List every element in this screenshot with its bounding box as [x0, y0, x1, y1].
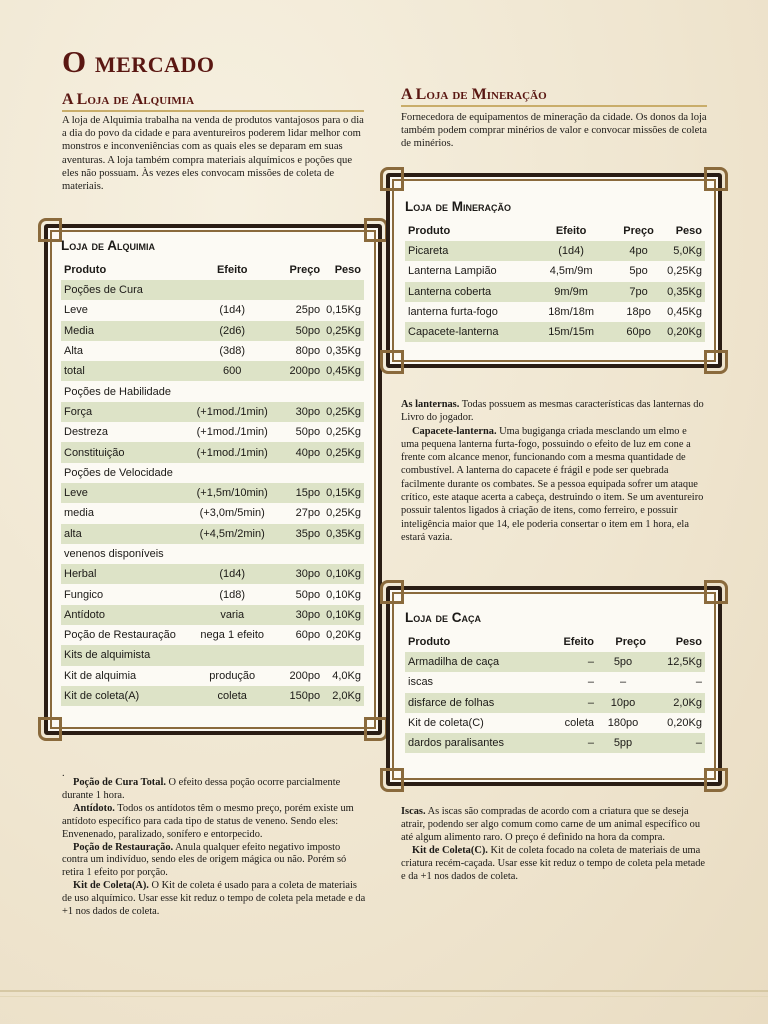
cell-peso: 0,15Kg [323, 483, 364, 503]
table-row [61, 686, 364, 706]
cell-preco: 200po [289, 669, 321, 682]
cell-preco: 50po [281, 321, 323, 341]
cell-peso: – [695, 676, 702, 689]
cell-produto: Capacete-lanterna [405, 322, 529, 342]
cell-preco: 4po [613, 241, 664, 261]
footer-ornament-line [0, 996, 768, 997]
cell-preco: 60po [295, 629, 321, 642]
table-row [405, 693, 705, 713]
cell-peso: 0,20Kg [667, 717, 702, 730]
cell-produto: alta [61, 524, 183, 544]
cell-produto: Constituição [61, 442, 183, 462]
cell-peso: 0,25Kg [667, 265, 702, 278]
cell-preco: 5po [629, 265, 648, 278]
mineracao-table-title: Loja de Mineração [405, 199, 512, 214]
cell-efeito [183, 463, 281, 483]
cell-efeito: (1d4) [219, 304, 246, 317]
note-term: As lanternas. [401, 399, 460, 410]
cell-efeito: (1d4) [529, 241, 613, 261]
alquimia-intro [62, 114, 366, 193]
cell-produto: Lanterna coberta [405, 282, 529, 302]
cell-efeito: (+1mod./1min) [196, 426, 268, 439]
caca-table-title: Loja de Caça [405, 610, 482, 625]
cell-efeito: (+3,0m/5min) [199, 507, 265, 520]
mineracao-notes [401, 398, 707, 544]
col-header-efeito: Efeito [555, 225, 587, 237]
cell-efeito: produção [209, 669, 256, 682]
cell-peso: 2,0Kg [649, 693, 705, 713]
caca-notes [401, 806, 707, 883]
note-term: Iscas. [401, 806, 426, 817]
table-row [61, 645, 364, 665]
cell-peso: – [649, 733, 705, 753]
cell-produto: Picareta [405, 241, 529, 261]
cell-efeito: – [539, 693, 597, 713]
cell-peso: 0,35Kg [326, 345, 361, 358]
cell-efeito: nega 1 efeito [200, 629, 265, 642]
cell-peso [323, 280, 364, 300]
cell-preco: 15po [281, 483, 323, 503]
cell-produto: Leve [64, 304, 88, 317]
alquimia-intro-text: A loja de Alquimia trabalha na venda de produtos vantajosos para o dia a dia do povo da cidade e para aventureiros poderem lidar melhor com monstros e inconveniências com as quais eles se deparam em suas aventuras. A loja também compra materiais alquímicos e poções que eles não possuam. Às vezes eles convocam missões de coleta de materiais. [62, 115, 364, 193]
cell-produto: Força [61, 402, 183, 422]
cell-peso: 0,25Kg [326, 426, 361, 439]
cell-preco: 5pp [597, 733, 649, 753]
cell-efeito: (2d6) [183, 321, 281, 341]
cell-produto: venenos disponíveis [64, 548, 164, 560]
cell-peso: 0,35Kg [664, 282, 705, 302]
footer-ornament [0, 990, 768, 992]
cell-produto: Lanterna Lampião [408, 265, 497, 278]
cell-produto: lanterna furta-fogo [408, 306, 498, 319]
note-capacete-lanterna [401, 425, 707, 545]
mineracao-section-heading: A Loja de Mineração [401, 86, 707, 107]
cell-peso: 0,25Kg [323, 321, 364, 341]
note-text: Uma bugiganga criada mesclando um elmo e uma pequena lanterna furta-fogo, possuindo o efeito de luz em cone a frente com alcance menor, funcionando com a mesma quantidade de combustível. A lanterna do capacete é frágil e pode ser quebrada facilmente durante os combates. Se a pessoa equipada sofrer um ataque crítico, este ataque acerta a cabeça, destruindo o item. Se um aventureiro possuir talentos ligados à criação de itens, como ferreiro, e possuir inteligência maior que 14, ele poderia consertar o item em 1 hora, ela estará vazia. [401, 425, 704, 543]
cell-produto: total [61, 361, 183, 381]
cell-peso: 0,45Kg [323, 361, 364, 381]
note-kit-coleta-a [62, 880, 366, 919]
cell-peso: 0,15Kg [326, 304, 361, 317]
mineracao-table [405, 221, 705, 342]
cell-efeito: (1d8) [219, 588, 246, 601]
cell-preco [281, 381, 323, 401]
cell-peso: 0,35Kg [323, 524, 364, 544]
cell-produto: Media [61, 321, 183, 341]
cell-efeito: 600 [183, 361, 281, 381]
col-header-efeito: Efeito [563, 636, 594, 648]
cell-peso [323, 381, 364, 401]
cell-efeito [183, 280, 281, 300]
alquimia-notes [62, 770, 366, 919]
alquimia-table-box [44, 224, 382, 735]
cell-preco: 35po [281, 524, 323, 544]
cell-produto: Kit de coleta(C) [408, 717, 484, 730]
cell-preco: 80po [295, 345, 321, 358]
note-term: Poção de Cura Total. [73, 777, 166, 788]
cell-produto: media [64, 507, 94, 520]
note-iscas [401, 806, 707, 845]
cell-peso: 12,5Kg [649, 652, 705, 672]
cell-peso: 2,0Kg [323, 686, 364, 706]
note-text: Todas possuem as mesmas características das lanternas do Livro do jogador. [401, 399, 704, 424]
table-row [405, 261, 705, 281]
table-row [61, 503, 364, 523]
cell-preco: 50po [295, 588, 321, 601]
note-kit-coleta-c [401, 845, 707, 884]
cell-produto: Herbal [61, 564, 183, 584]
table-row [405, 672, 705, 692]
table-row [405, 302, 705, 322]
page-title: O mercado [62, 44, 215, 79]
cell-produto: Alta [64, 345, 83, 358]
table-row [61, 361, 364, 381]
cell-preco [281, 544, 323, 564]
cell-peso: 0,10Kg [323, 564, 364, 584]
cell-efeito: 18m/18m [548, 306, 595, 319]
cell-peso: 0,25Kg [323, 442, 364, 462]
cell-produto: Destreza [64, 426, 109, 439]
note-text: As iscas são compradas de acordo com a criatura que se deseja atrair, podendo ser algo comum como carne de um animal específico ou até algum alimento raro. O preço é definido na hora da compra. [401, 806, 701, 843]
cell-produto: dardos paralisantes [405, 733, 539, 753]
cell-efeito: coleta [183, 686, 281, 706]
notes-dot: . [62, 768, 65, 779]
cell-peso: 4,0Kg [332, 669, 361, 682]
table-row [61, 625, 364, 645]
table-row [61, 280, 364, 300]
cell-peso [323, 645, 364, 665]
cell-peso: 0,45Kg [667, 306, 702, 319]
caca-table [405, 632, 705, 753]
cell-peso: 0,25Kg [326, 507, 361, 520]
cell-preco [281, 463, 323, 483]
cell-peso: 0,20Kg [326, 629, 361, 642]
cell-preco: 18po [626, 306, 651, 319]
cell-preco [281, 645, 323, 665]
cell-preco: – [619, 676, 627, 689]
cell-peso [323, 463, 364, 483]
cell-efeito: – [539, 652, 597, 672]
col-header-produto: Produto [64, 264, 107, 276]
cell-efeito: – [539, 733, 597, 753]
table-row [405, 713, 705, 733]
table-row [61, 544, 364, 564]
cell-preco: 30po [281, 605, 323, 625]
note-text: Todos os antídotos têm o mesmo preço, porém existe um antídoto específico para cada tipo de status de veneno. Sendo eles: Envenenado, paralizado, sonífero e entorpecido. [62, 802, 354, 840]
cell-preco: 5po [597, 652, 649, 672]
note-text: O efeito dessa poção ocorre parcialmente durante 1 hora. [62, 777, 341, 801]
note-text: Anula qualquer efeito negativo imposto contra um indivíduo, sendo eles de origem mágica ou não. Porém só retira 1 efeito por porção. [62, 841, 347, 879]
cell-produto: Poção de Restauração [64, 629, 176, 642]
note-term: Kit de Coleta(A). [73, 880, 149, 892]
table-row [61, 483, 364, 503]
note-text: Kit de coleta focado na coleta de materiais de uma criatura recém-caçada. Usar esse kit reduz o tempo de coleta pela metade e da +1 nos dados de coleta. [401, 844, 706, 882]
cell-efeito: 4,5m/9m [549, 265, 593, 278]
cell-efeito: 15m/15m [529, 322, 613, 342]
cell-efeito [183, 544, 281, 564]
cell-peso: 0,25Kg [323, 402, 364, 422]
cell-produto: Leve [61, 483, 183, 503]
cell-preco: 30po [281, 564, 323, 584]
col-header-preco: Preço [623, 225, 654, 237]
table-row [61, 666, 364, 686]
note-term: Capacete-lanterna. [412, 425, 497, 437]
cell-produto: Poções de Velocidade [64, 466, 173, 479]
cell-preco [281, 280, 323, 300]
col-header-peso: Peso [334, 264, 361, 276]
col-header-preco: Preço [615, 636, 646, 648]
cell-preco: 10po [597, 693, 649, 713]
alquimia-table-title: Loja de Alquimia [61, 238, 155, 253]
note-restauracao [62, 842, 366, 881]
mineracao-intro [401, 111, 707, 151]
mineracao-table-box [386, 173, 722, 368]
cell-produto: Kit de alquimia [64, 669, 137, 682]
table-row [405, 241, 705, 261]
table-row [61, 381, 364, 401]
cell-preco: 25po [295, 304, 321, 317]
cell-preco: 30po [281, 402, 323, 422]
note-text: O Kit de coleta é usado para a coleta de materiais de uso alquímico. Usar esse kit reduz o tempo de coleta pela metade e da +1 nos dados de coleta. [62, 880, 366, 918]
cell-produto: Poções de Cura [61, 280, 183, 300]
table-row [405, 282, 705, 302]
table-row [61, 564, 364, 584]
cell-efeito: (3d8) [219, 345, 246, 358]
note-term: Poção de Restauração. [73, 841, 174, 853]
cell-peso: 5,0Kg [664, 241, 705, 261]
table-row [61, 321, 364, 341]
cell-preco: 50po [295, 426, 321, 439]
cell-efeito: (+4,5m/2min) [183, 524, 281, 544]
cell-preco: 180po [607, 717, 639, 730]
table-row [61, 524, 364, 544]
note-lanternas [401, 398, 707, 425]
table-row [61, 300, 364, 320]
col-header-peso: Peso [675, 636, 702, 648]
table-row [61, 442, 364, 462]
cell-efeito: coleta [564, 717, 594, 730]
table-row [61, 402, 364, 422]
table-row [61, 605, 364, 625]
cell-produto: disfarce de folhas [405, 693, 539, 713]
mineracao-intro-text: Fornecedora de equipamentos de mineração da cidade. Os donos da loja também podem comprar minérios de valor e convocar missões de coleta de minérios. [401, 112, 707, 150]
note-antidoto [62, 803, 366, 842]
cell-peso: 0,10Kg [326, 588, 361, 601]
cell-produto: Kit de coleta(A) [61, 686, 183, 706]
note-term: Antídoto. [73, 802, 115, 814]
caca-table-box [386, 586, 722, 786]
cell-efeito: – [587, 676, 594, 689]
alquimia-table [61, 260, 364, 706]
table-row [61, 584, 364, 604]
cell-efeito: (1d4) [183, 564, 281, 584]
col-header-preco: Preço [289, 264, 321, 276]
cell-preco: 60po [613, 322, 664, 342]
col-header-peso: Peso [675, 225, 702, 237]
cell-peso: 0,10Kg [323, 605, 364, 625]
cell-peso: 0,20Kg [664, 322, 705, 342]
col-header-produto: Produto [408, 636, 451, 648]
note-term: Kit de Coleta(C). [412, 844, 488, 856]
cell-efeito: 9m/9m [529, 282, 613, 302]
col-header-efeito: Efeito [216, 264, 248, 276]
cell-preco: 40po [281, 442, 323, 462]
table-row [61, 341, 364, 361]
table-row [405, 652, 705, 672]
table-row [61, 422, 364, 442]
cell-efeito [183, 381, 281, 401]
cell-produto: Kits de alquimista [61, 645, 183, 665]
table-row [61, 463, 364, 483]
cell-efeito: (+1,5m/10min) [183, 483, 281, 503]
cell-peso [323, 544, 364, 564]
cell-produto: Armadilha de caça [405, 652, 539, 672]
note-cura-total [62, 777, 366, 803]
cell-preco: 7po [613, 282, 664, 302]
cell-produto: Fungico [64, 588, 104, 601]
col-header-produto: Produto [408, 225, 451, 237]
cell-produto: iscas [408, 676, 434, 689]
table-row [405, 322, 705, 342]
table-row [405, 733, 705, 753]
cell-produto: Antídoto [61, 605, 183, 625]
cell-efeito: (+1mod./1min) [183, 442, 281, 462]
cell-efeito [183, 645, 281, 665]
alquimia-section-heading: A Loja de Alquimia [62, 91, 364, 112]
cell-produto: Poções de Habilidade [64, 385, 172, 398]
cell-efeito: varia [183, 605, 281, 625]
cell-efeito: (+1mod./1min) [183, 402, 281, 422]
cell-preco: 200po [281, 361, 323, 381]
cell-preco: 150po [281, 686, 323, 706]
cell-preco: 27po [295, 507, 321, 520]
